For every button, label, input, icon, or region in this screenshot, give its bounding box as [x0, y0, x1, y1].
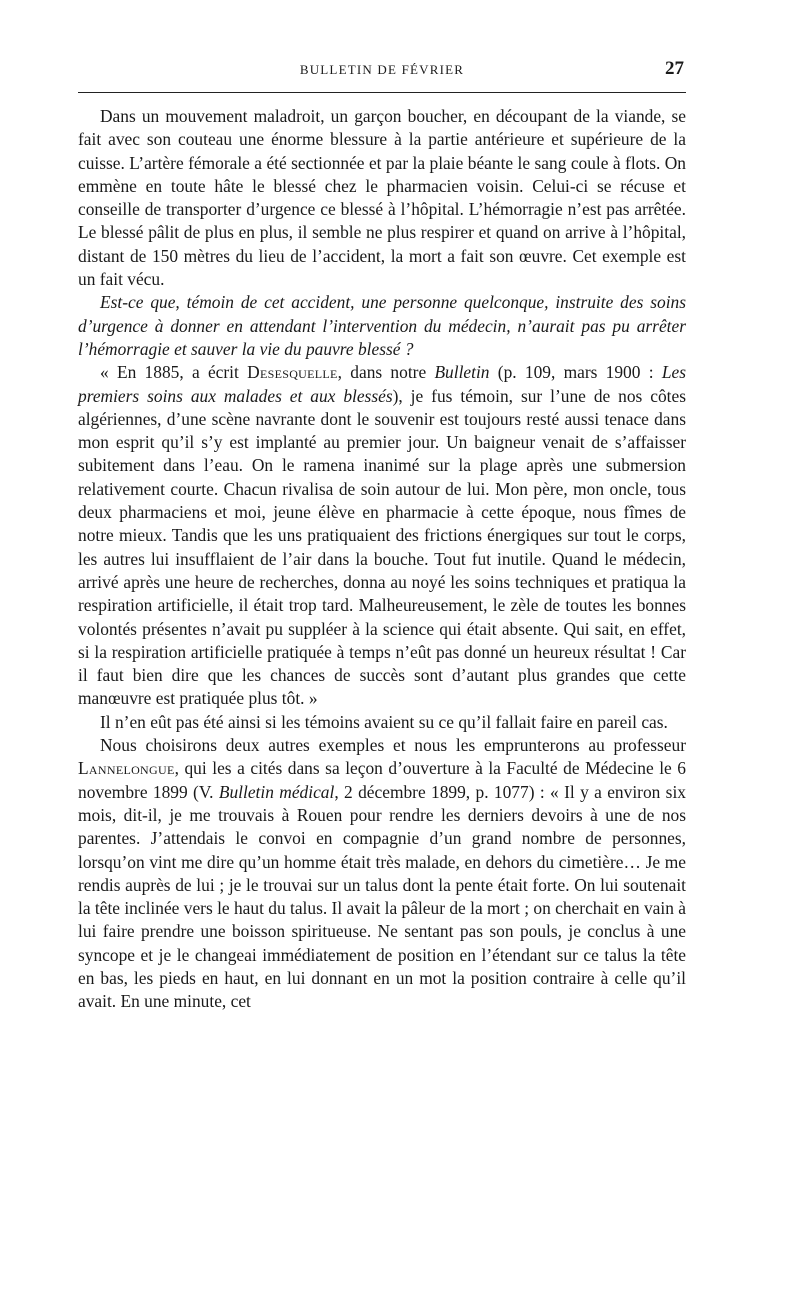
- body-text: [78, 105, 686, 1014]
- header-rule: [78, 92, 686, 93]
- journal-title: Bulletin médical: [218, 781, 335, 802]
- page: [78, 58, 686, 1014]
- paragraph-lannelongue-quote: Nous choisirons deux autres exemples et nous les emprunterons au professeur Lannelongue, qui les a cités dans sa leçon d’ouverture à la Faculté de Médecine le 6 novembre 1899 (V. Bulletin médical, 2 décembre 1899, p. 1077) : « Il y a environ six mois, dit-il, je me trouvais à Rouen pour rendre les derniers devoirs à une de nos parentes. J’attendais le convoi en compagnie d’un grand nombre de personnes, lorsqu’on vint me dire qu’un homme était très malade, en dehors du cimetière… Je me rendis auprès de lui ; je le trouvai sur un talus dont la pente était forte. On lui soutenait la tête inclinée vers le haut du talus. Il avait la pâleur de la mort ; on cherchait en vain à lui faire prendre une boisson spiritueuse. Ne sentant pas son pouls, je conclus à une syncope et je le changeai immédiatement de position en l’étendant sur ce talus la tête en bas, les pieds en haut, en lui donnant en un mot la position contraire à celle qu’il avait. En une minute, cet: [78, 735, 686, 1012]
- paragraph-question: Est-ce que, témoin de cet accident, une personne quelconque, instruite des soins d’urgence à donner en attendant l’intervention du médecin, n’aurait pas pu arrêter l’hémorragie et sauver la vie du pauvre blessé ?: [78, 292, 686, 359]
- running-title: BULLETIN DE FÉVRIER: [299, 62, 465, 77]
- paragraph-butcher-example: Dans un mouvement maladroit, un garçon boucher, en découpant de la viande, se fait avec son couteau une énorme blessure à la partie antérieure et supérieure de la cuisse. L’artère fémorale a été sectionnée et par la plaie béante le sang coule à flots. On emmène en toute hâte le blessé chez le pharmacien voisin. Celui-ci se récuse et conseille de transporter d’urgence ce blessé à l’hôpital. L’hémorragie n’est pas arrêtée. Le blessé pâlit de plus en plus, il semble ne plus respirer et quand on arrive à l’hôpital, distant de 150 mètres du lieu de l’accident, la mort a fait son œuvre. Cet exemple est un fait vécu.: [78, 106, 686, 290]
- author-name: Desesquelle: [247, 362, 338, 383]
- journal-title: Bulletin: [434, 362, 490, 383]
- author-name: Lannelongue: [78, 758, 175, 779]
- paragraph-witnesses: Il n’en eût pas été ainsi si les témoins avaient su ce qu’il fallait faire en pareil cas.: [100, 711, 668, 732]
- page-number: 27: [665, 58, 684, 79]
- work-title: Les premiers soins aux malades et aux blessés: [78, 362, 686, 406]
- running-head: [78, 58, 686, 86]
- paragraph-desesquelle-quote: « En 1885, a écrit Desesquelle, dans notre Bulletin (p. 109, mars 1900 : Les premiers soins aux malades et aux blessés), je fus témoin, sur l’une de nos côtes algériennes, d’une scène navrante dont le souvenir est toujours resté aussi tenace dans mon esprit qu’il s’y est implanté au premier jour. Un baigneur venait de s’affaisser subitement dans l’eau. On le ramena inanimé sur la plage après une submersion relativement courte. Chacun rivalisa de soin autour de lui. Mon père, mon oncle, tous deux pharmaciens et moi, jeune élève en pharmacie à cette époque, nous fîmes de notre mieux. Tandis que les uns pratiquaient des frictions énergiques sur tout le corps, les autres lui insufflaient de l’air dans la bouche. Tout fut inutile. Quand le médecin, arrivé après une heure de recherches, donna au noyé les soins techniques et pratiqua la respiration artificielle, il était trop tard. Malheureusement, le zèle de toutes les bonnes volontés présentes n’avait pu suppléer à la science qui était absente. Qui sait, en effet, si la respiration artificielle pratiquée à temps n’eût pas donné un heureux résultat ! Car il faut bien dire que les chances de succès sont d’autant plus grandes que cette manœuvre est pratiquée plus tôt. »: [78, 362, 686, 709]
